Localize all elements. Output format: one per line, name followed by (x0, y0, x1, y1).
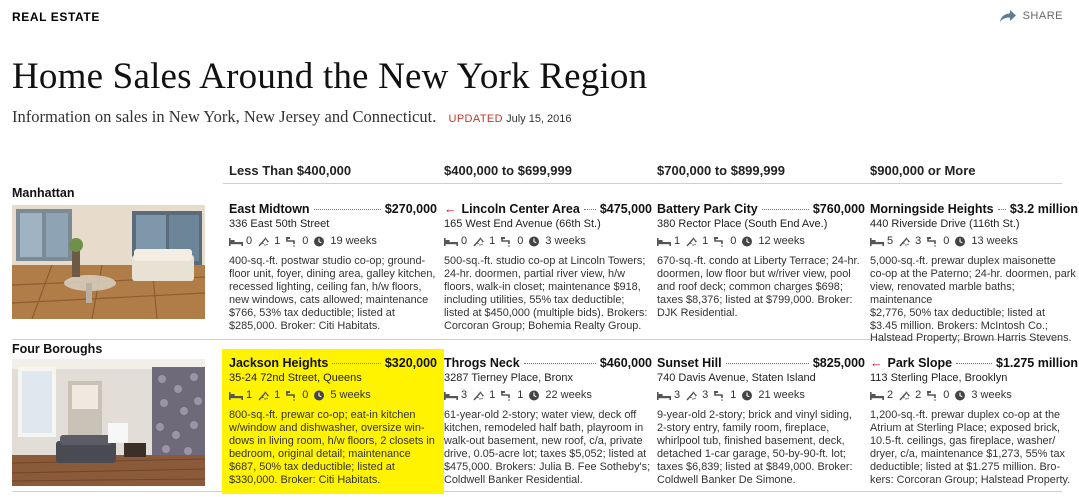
bathroom-count: 3 (915, 235, 922, 247)
subtitle-text: Information on sales in New York, New Jersey and Connecticut. (12, 107, 437, 126)
half-bath-faucet-icon (713, 236, 727, 247)
listing-facts (229, 235, 437, 248)
updated-stamp (448, 113, 571, 125)
page-subtitle (12, 107, 572, 127)
shower-icon (898, 236, 912, 247)
listing-address: 336 East 50th Street (229, 218, 330, 230)
column-header-under-400k: Less Than $400,000 (229, 163, 352, 178)
listing-card[interactable] (222, 349, 444, 494)
listing-card[interactable] (657, 203, 865, 320)
listing-description (229, 255, 437, 332)
bedroom-count: 2 (887, 389, 894, 401)
bed-icon (657, 390, 671, 401)
listing-heading (229, 357, 437, 370)
listing-neighborhood[interactable]: East Midtown (229, 202, 310, 216)
column-header-400k-700k: $400,000 to $699,999 (444, 163, 572, 178)
bedroom-count: 0 (246, 235, 253, 247)
time-on-market: 22 weeks (545, 389, 592, 401)
description-line: kitchen, remodeled half bath, playroom in (444, 421, 644, 434)
half-bath-count: 0 (302, 389, 309, 401)
description-line: $475,000. Brokers: Julia B. Fee Sotheby's; (444, 460, 651, 473)
listing-address: 113 Sterling Place, Brooklyn (870, 372, 1008, 384)
listing-address: 3287 Tierney Place, Bronx (444, 372, 574, 384)
listing-neighborhood[interactable]: Morningside Heights (870, 202, 994, 216)
description-line: bedroom, original detail; maintenance (229, 447, 411, 460)
listing-price: $760,000 (812, 202, 865, 216)
dotted-leader (726, 363, 809, 364)
description-line: w/window and dishwasher, oversize win- (229, 421, 425, 434)
time-on-market: 19 weeks (330, 235, 377, 247)
description-line: dows in living room, h/w floors, 2 closets in (229, 434, 435, 447)
bed-icon (870, 236, 884, 247)
dotted-leader (998, 209, 1006, 210)
time-on-market: 3 weeks (545, 235, 586, 247)
bed-icon (444, 390, 458, 401)
listing-price: $1.275 million (996, 356, 1078, 370)
bedroom-count: 3 (674, 389, 681, 401)
description-line: 800-sq.-ft. prewar co-op; eat-in kitchen (229, 409, 416, 421)
listing-price: $460,000 (599, 356, 652, 370)
description-line: Coldwell Banker Residential. (444, 473, 583, 486)
clock-icon (741, 236, 755, 247)
listing-card[interactable] (229, 203, 437, 332)
half-bath-count: 0 (943, 389, 950, 401)
shower-icon (898, 390, 912, 401)
price-change-arrow-icon: ← (870, 356, 883, 370)
listing-description (657, 255, 865, 320)
description-line: 2-story entry, family room, fireplace, (657, 421, 830, 434)
shower-icon (685, 390, 699, 401)
description-line: $285,000. Broker: Citi Habitats. (229, 319, 381, 332)
time-on-market: 21 weeks (758, 389, 805, 401)
listing-heading (870, 357, 1078, 370)
column-header-700k-900k: $700,000 to $899,999 (657, 163, 785, 178)
clock-icon (313, 390, 327, 401)
listing-address: 440 Riverside Drive (116th St.) (870, 218, 1020, 230)
listing-heading (444, 357, 652, 370)
listing-facts (657, 389, 865, 402)
share-label: SHARE (1022, 10, 1063, 22)
four-boroughs-listing-photo[interactable] (12, 359, 205, 486)
bedroom-count: 0 (461, 235, 468, 247)
share-button[interactable] (999, 9, 1063, 23)
clock-icon (313, 236, 327, 247)
description-line: drive, 0.05-acre lot; taxes $5,052; listed at (444, 447, 647, 460)
row-label-four-boroughs: Four Boroughs (12, 342, 103, 356)
description-line: view, renovated marble baths; maintenance (870, 280, 1015, 306)
description-line: 24-hr. doormen, partial river view, h/w (444, 267, 625, 280)
bedroom-count: 5 (887, 235, 894, 247)
description-line: DJK Residential. (657, 306, 738, 319)
description-line: 61-year-old 2-story; water view, deck off (444, 409, 637, 421)
dotted-leader (956, 363, 992, 364)
description-line: $687, 50% tax deductible; listed at (229, 460, 395, 473)
dotted-leader (524, 363, 596, 364)
page-title: Home Sales Around the New York Region (12, 56, 648, 97)
half-bath-faucet-icon (500, 236, 514, 247)
description-line: 9-year-old 2-story; brick and vinyl siding, (657, 409, 852, 421)
listing-price: $3.2 million (1009, 202, 1078, 216)
description-line: listed at $450,000 (multiple bids). Brokers: (444, 306, 648, 319)
bathroom-count: 1 (489, 389, 496, 401)
half-bath-faucet-icon (285, 390, 299, 401)
time-on-market: 3 weeks (971, 389, 1012, 401)
listing-facts (657, 235, 865, 248)
listing-neighborhood[interactable]: Jackson Heights (229, 356, 329, 370)
bedroom-count: 3 (461, 389, 468, 401)
description-line: 400-sq.-ft. postwar studio co-op; ground- (229, 255, 426, 267)
description-line: $2,776, 50% tax deductible; listed at (870, 306, 1045, 319)
half-bath-faucet-icon (285, 236, 299, 247)
bathroom-count: 1 (489, 235, 496, 247)
price-change-arrow-icon: ← (444, 202, 457, 216)
description-line: floor unit, foyer, dining area, galley kitchen, (229, 267, 436, 280)
time-on-market: 5 weeks (330, 389, 371, 401)
shower-icon (685, 236, 699, 247)
listing-facts (444, 235, 652, 248)
listing-card[interactable] (870, 357, 1078, 486)
header-divider (223, 183, 1062, 184)
time-on-market: 12 weeks (758, 235, 805, 247)
listing-facts (870, 235, 1078, 248)
listing-price: $320,000 (384, 356, 437, 370)
share-arrow-icon (999, 9, 1017, 23)
clock-icon (954, 236, 968, 247)
listing-heading (870, 203, 1078, 216)
listing-card[interactable] (444, 203, 652, 332)
section-label[interactable]: REAL ESTATE (12, 10, 100, 24)
updated-date: July 15, 2016 (506, 113, 572, 125)
dotted-leader (762, 209, 809, 210)
bedroom-count: 1 (246, 389, 253, 401)
clock-icon (741, 390, 755, 401)
listing-heading (444, 203, 652, 216)
shower-icon (472, 236, 486, 247)
description-line: Atrium at Sterling Place; exposed brick, (870, 421, 1061, 434)
shower-icon (257, 390, 271, 401)
listing-address: 380 Rector Place (South End Ave.) (657, 218, 828, 230)
half-bath-faucet-icon (713, 390, 727, 401)
bathroom-count: 1 (702, 235, 709, 247)
listing-facts (444, 389, 652, 402)
updated-label: UPDATED (448, 113, 504, 125)
bedroom-count: 1 (674, 235, 681, 247)
clock-icon (528, 390, 542, 401)
description-line: 670-sq.-ft. condo at Liberty Terrace; 24-hr. (657, 255, 860, 267)
description-line: dryer, c/a, maintenance $1,273, 55% tax (870, 447, 1065, 460)
listing-address: 35-24 72nd Street, Queens (229, 372, 362, 384)
half-bath-count: 0 (943, 235, 950, 247)
listing-description (870, 255, 1078, 345)
description-line: recessed lighting, ceiling fan, h/w floors, (229, 280, 422, 293)
shower-icon (472, 390, 486, 401)
listing-neighborhood[interactable]: Park Slope (887, 356, 953, 370)
listing-card[interactable] (657, 357, 865, 486)
listing-card[interactable] (444, 357, 652, 486)
bed-icon (229, 390, 243, 401)
listing-heading (657, 357, 865, 370)
listing-heading (229, 203, 437, 216)
bathroom-count: 1 (274, 389, 281, 401)
description-line: including utilities, 55% tax deductible; (444, 293, 625, 306)
half-bath-count: 1 (730, 389, 737, 401)
column-header-900k-plus: $900,000 or More (870, 163, 976, 178)
shower-icon (257, 236, 271, 247)
half-bath-faucet-icon (926, 390, 940, 401)
listing-description (444, 409, 652, 486)
half-bath-count: 1 (517, 389, 524, 401)
manhattan-listing-photo[interactable] (12, 205, 205, 319)
row-label-manhattan: Manhattan (12, 186, 75, 200)
description-line: 5,000-sq.-ft. prewar duplex maisonette (870, 255, 1056, 267)
description-line: $766, 53% tax deductible; listed at (229, 306, 395, 319)
description-line: whirlpool tub, finished basement, deck, (657, 434, 845, 447)
description-line: 10.5-ft. ceilings, gas fireplace, washer/ (870, 434, 1056, 447)
description-line: 1,200-sq.-ft. prewar duplex co-op at the (870, 409, 1061, 421)
clock-icon (528, 236, 542, 247)
bed-icon (870, 390, 884, 401)
listing-card[interactable] (870, 203, 1078, 345)
description-line: kers: Corcoran Group; Halstead Property. (870, 473, 1071, 486)
listing-address: 165 West End Avenue (66th St.) (444, 218, 601, 230)
dotted-leader (584, 209, 596, 210)
bed-icon (444, 236, 458, 247)
description-line: and roof deck; common charges $698; (657, 280, 843, 293)
listing-facts (870, 389, 1078, 402)
bathroom-count: 3 (702, 389, 709, 401)
listing-neighborhood[interactable]: Lincoln Center Area (461, 202, 580, 216)
half-bath-faucet-icon (926, 236, 940, 247)
bottom-divider (12, 491, 1062, 492)
half-bath-count: 0 (517, 235, 524, 247)
description-line: detached 1-car garage, 50-by-90-ft. lot; (657, 447, 846, 460)
bed-icon (657, 236, 671, 247)
listing-price: $270,000 (384, 202, 437, 216)
description-line: 500-sq.-ft. studio co-op at Lincoln Towers; (444, 255, 646, 267)
half-bath-count: 0 (730, 235, 737, 247)
bed-icon (229, 236, 243, 247)
listing-heading (657, 203, 865, 216)
listing-price: $825,000 (812, 356, 865, 370)
description-line: deductible; listed at $1.275 million. Bro- (870, 460, 1061, 473)
dotted-leader (314, 209, 381, 210)
listing-price: $475,000 (599, 202, 652, 216)
listing-neighborhood[interactable]: Battery Park City (657, 202, 758, 216)
listing-neighborhood[interactable]: Throgs Neck (444, 356, 520, 370)
bathroom-count: 1 (274, 235, 281, 247)
listing-address: 740 Davis Avenue, Staten Island (657, 372, 816, 384)
description-line: Corcoran Group; Bohemia Realty Group. (444, 319, 642, 332)
description-line: Halstead Property; Brown Harris Stevens. (870, 332, 1072, 345)
description-line: floors, walk-in closet; maintenance $918, (444, 280, 641, 293)
bathroom-count: 2 (915, 389, 922, 401)
listing-description (229, 409, 437, 486)
description-line: Coldwell Banker De Simone. (657, 473, 796, 486)
description-line: $3.45 million. Brokers: McIntosh Co.; (870, 319, 1048, 332)
description-line: new windows, cats allowed; maintenance (229, 293, 429, 306)
listing-description (870, 409, 1078, 486)
description-line: $330,000. Broker: Citi Habitats. (229, 473, 381, 486)
half-bath-faucet-icon (500, 390, 514, 401)
listing-description (444, 255, 652, 332)
time-on-market: 13 weeks (971, 235, 1018, 247)
listing-description (657, 409, 865, 486)
listing-facts (229, 389, 437, 402)
description-line: taxes $8,376; listed at $799,000. Broker: (657, 293, 853, 306)
listing-neighborhood[interactable]: Sunset Hill (657, 356, 722, 370)
description-line: co-op at the Paterno; 24-hr. doormen, park (870, 267, 1076, 280)
description-line: walk-out basement, new roof, c/a, private (444, 434, 643, 447)
dotted-leader (332, 363, 381, 364)
half-bath-count: 0 (302, 235, 309, 247)
description-line: taxes $6,839; listed at $849,000. Broker: (657, 460, 853, 473)
clock-icon (954, 390, 968, 401)
description-line: doormen, low floor but w/river view, pool (657, 267, 851, 280)
